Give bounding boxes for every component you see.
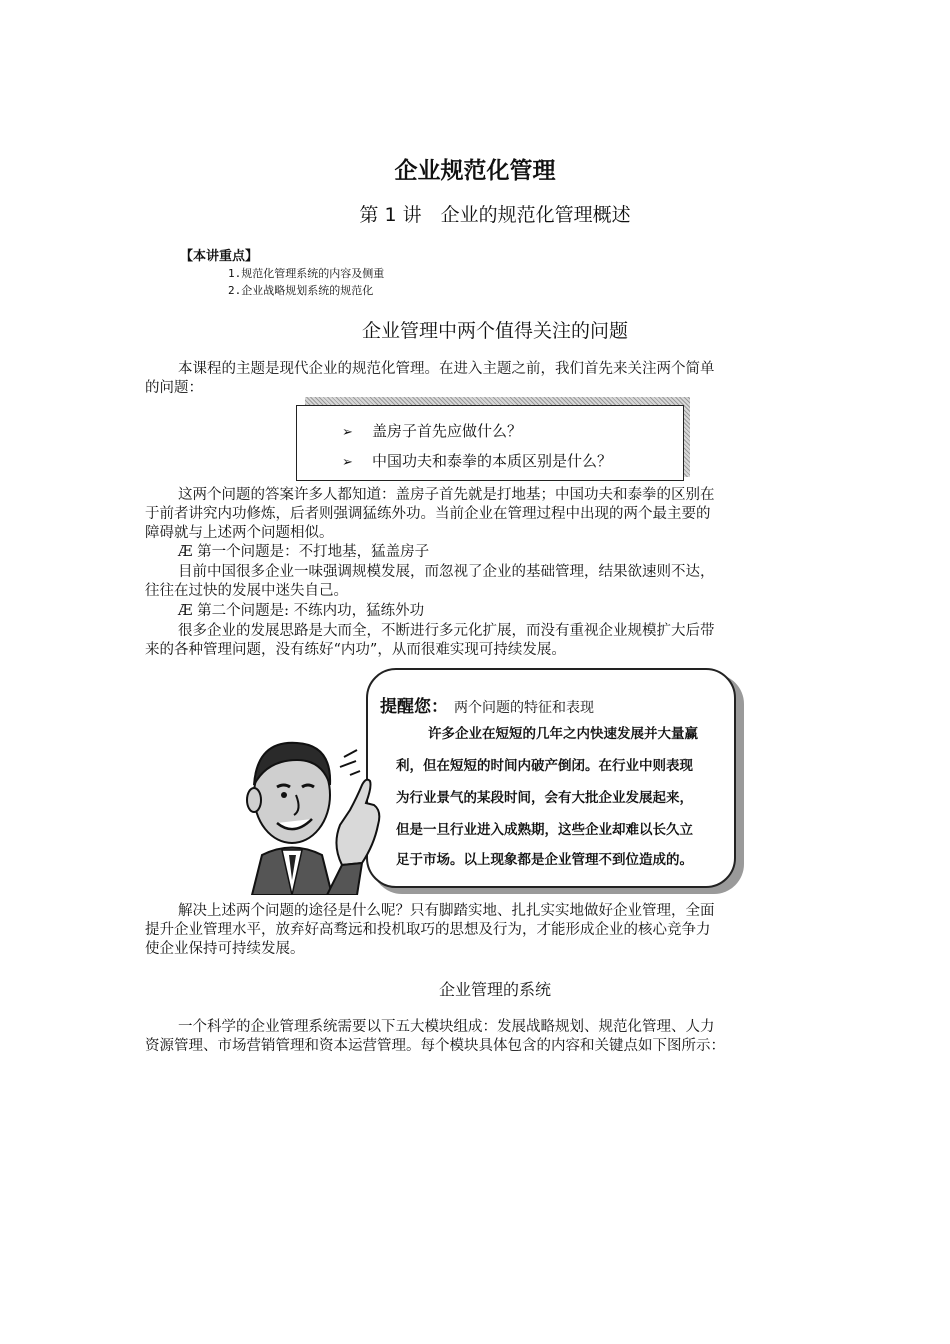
- question-item: ➢ 盖房子首先应做什么？: [342, 422, 523, 440]
- arrow-bullet-icon: ➢: [342, 455, 353, 470]
- reminder-line: 但是一旦行业进入成熟期，这些企业却难以长久立: [396, 822, 693, 838]
- question-box: [296, 405, 684, 481]
- arrow-bullet-icon: ➢: [342, 425, 353, 440]
- system-paragraph: 一个科学的企业管理系统需要以下五大模块组成：发展战略规划、规范化管理、人力 资源管理、市场营销管理和资本运营管理。每个模块具体包含的内容和关键点如下图所示：: [145, 1019, 725, 1054]
- reminder-line: 许多企业在短短的几年之内快速发展并大量赢: [428, 726, 698, 742]
- answer-paragraph: 这两个问题的答案许多人都知道：盖房子首先就是打地基；中国功夫和泰拳的区别在 于前者讲究内功修炼，后者则强调猛练外功。当前企业在管理过程中出现的两个最主要的 障碍就与上述两个问题相似。: [145, 487, 715, 541]
- reminder-line: 为行业景气的某段时间，会有大批企业发展起来，: [396, 790, 693, 806]
- reminder-header: [380, 692, 594, 717]
- document-title: 企业规范化管理: [394, 158, 556, 184]
- problem-one-paragraph: 目前中国很多企业一味强调规模发展，而忽视了企业的基础管理，结果欲速则不达， 往往在过快的发展中迷失自己。: [145, 564, 715, 599]
- reminder-label: 提醒您：: [380, 697, 448, 717]
- lecture-subtitle: 第 1 讲 企业的规范化管理概述: [359, 204, 631, 226]
- pointing-man-illustration: [232, 705, 392, 895]
- intro-paragraph: 本课程的主题是现代企业的规范化管理。在进入主题之前，我们首先来关注两个简单 的问题：: [145, 361, 715, 396]
- key-point-item: 1.规范化管理系统的内容及侧重: [228, 267, 385, 280]
- problem-two: Æ 第二个问题是: 不练内功，猛练外功: [178, 603, 425, 619]
- reminder-line: 利，但在短短的时间内破产倒闭。在行业中则表现: [396, 758, 693, 774]
- problem-two-paragraph: 很多企业的发展思路是大而全，不断进行多元化扩展，而没有重视企业规模扩大后带 来的各种管理问题，没有练好“内功”，从而很难实现可持续发展。: [145, 623, 715, 658]
- key-point-item: 2.企业战略规划系统的规范化: [228, 284, 374, 297]
- question-item: ➢ 中国功夫和泰拳的本质区别是什么？: [342, 452, 613, 470]
- reminder-line: 足于市场。以上现象都是企业管理不到位造成的。: [396, 852, 693, 868]
- section-heading: 企业管理的系统: [438, 980, 551, 999]
- reminder-bubble: [366, 668, 736, 888]
- solution-paragraph: 解决上述两个问题的途径是什么呢？只有脚踏实地、扎扎实实地做好企业管理，全面 提升企业管理水平，放弃好高骛远和投机取巧的思想及行为，才能形成企业的核心竞争力 使企业保持可持续发展。: [145, 903, 715, 957]
- reminder-title: 两个问题的特征和表现: [454, 700, 594, 716]
- section-heading: 企业管理中两个值得关注的问题: [361, 320, 628, 342]
- key-points-label: 【本讲重点】: [180, 249, 259, 264]
- problem-one: Æ 第一个问题是：不打地基，猛盖房子: [178, 544, 430, 560]
